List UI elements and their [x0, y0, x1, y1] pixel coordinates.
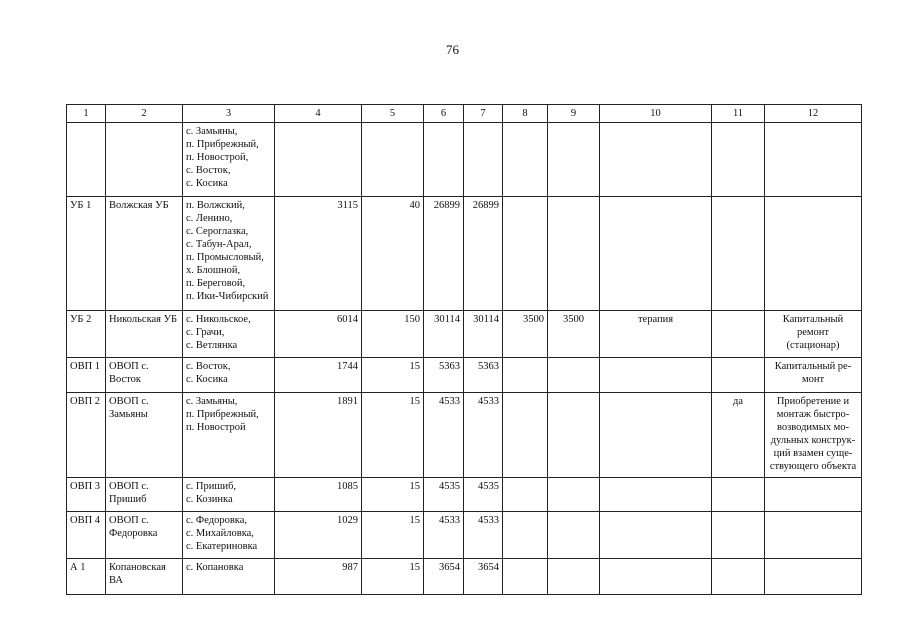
value-8: [503, 512, 548, 559]
population: 987: [275, 559, 362, 595]
population: 1891: [275, 393, 362, 478]
flag: [712, 197, 765, 311]
value-8: [503, 358, 548, 393]
note: [765, 559, 862, 595]
value-6: 4533: [424, 393, 464, 478]
value-5: 40: [362, 197, 424, 311]
column-header: 7: [464, 105, 503, 123]
settlements-line: п. Ики-Чибирский: [186, 291, 269, 302]
profile: [600, 358, 712, 393]
flag: [712, 123, 765, 197]
column-header: 3: [183, 105, 275, 123]
row-code: ОВП 1: [67, 358, 106, 393]
settlements-line: с. Федоровка,: [186, 515, 248, 526]
column-header: 4: [275, 105, 362, 123]
column-header: 5: [362, 105, 424, 123]
row-code: ОВП 2: [67, 393, 106, 478]
population: 3115: [275, 197, 362, 311]
note-line: возводимых мо-: [776, 422, 850, 433]
value-5: 15: [362, 559, 424, 595]
value-8: 3500: [503, 311, 548, 358]
settlements-line: п. Новострой,: [186, 152, 249, 163]
value-5: 15: [362, 393, 424, 478]
settlements-line: с. Ленино,: [186, 213, 233, 224]
value-7: 4535: [464, 478, 503, 512]
population: [275, 123, 362, 197]
settlements-line: с. Табун-Арал,: [186, 239, 252, 250]
settlements-line: с. Ветлянка: [186, 340, 238, 351]
facility-name: ОВОП с. Замьяны: [106, 393, 183, 478]
value-6: 26899: [424, 197, 464, 311]
value-9: [548, 559, 600, 595]
column-header: 2: [106, 105, 183, 123]
population: 1744: [275, 358, 362, 393]
value-7: 4533: [464, 512, 503, 559]
table-row: [67, 512, 862, 559]
value-6: 30114: [424, 311, 464, 358]
settlements-line: с. Косика: [186, 178, 228, 189]
settlements-line: с. Екатериновка: [186, 541, 258, 552]
facility-name: Копановская ВА: [106, 559, 183, 595]
flag: да: [712, 393, 765, 478]
value-8: [503, 123, 548, 197]
note-line: ствующего объекта: [769, 461, 857, 472]
column-header: 1: [67, 105, 106, 123]
table-row: [67, 559, 862, 595]
row-code: [67, 123, 106, 197]
column-header: 11: [712, 105, 765, 123]
value-7: 26899: [464, 197, 503, 311]
note: [765, 358, 862, 393]
settlements-line: с. Козинка: [186, 494, 233, 505]
note-line: Приобретение и: [776, 396, 850, 407]
note-line: Капитальный ре-: [774, 361, 852, 372]
value-5: 150: [362, 311, 424, 358]
settlements-line: с. Замьяны,: [186, 396, 238, 407]
note-line: ций взамен суще-: [773, 448, 853, 459]
column-header: 12: [765, 105, 862, 123]
facility-name: ОВОП с. Пришиб: [106, 478, 183, 512]
settlements: [183, 123, 275, 197]
value-8: [503, 393, 548, 478]
table-row: [67, 311, 862, 358]
value-6: [424, 123, 464, 197]
value-9: [548, 393, 600, 478]
header-row: [67, 105, 862, 123]
settlements-line: п. Промысловый,: [186, 252, 264, 263]
settlements-line: с. Восток,: [186, 361, 231, 372]
column-header: 10: [600, 105, 712, 123]
note-line: дульных конструк-: [770, 435, 856, 446]
column-header: 9: [548, 105, 600, 123]
value-6: 3654: [424, 559, 464, 595]
flag: [712, 559, 765, 595]
value-6: 4535: [424, 478, 464, 512]
settlements: [183, 393, 275, 478]
note: [765, 197, 862, 311]
facility-name: Никольская УБ: [106, 311, 183, 358]
value-9: [548, 478, 600, 512]
settlements-line: с. Замьяны,: [186, 126, 238, 137]
facilities-table: [66, 104, 862, 595]
population: 1029: [275, 512, 362, 559]
facility-name: ОВОП с. Федоровка: [106, 512, 183, 559]
facility-name: Волжская УБ: [106, 197, 183, 311]
settlements-line: с. Грачи,: [186, 327, 225, 338]
settlements-line: п. Волжский,: [186, 200, 245, 211]
row-code: А 1: [67, 559, 106, 595]
row-code: УБ 2: [67, 311, 106, 358]
table-row: [67, 123, 862, 197]
settlements-line: с. Никольское,: [186, 314, 251, 325]
settlements-line: с. Михайловка,: [186, 528, 254, 539]
value-9: [548, 512, 600, 559]
value-9: [548, 123, 600, 197]
note-line: монтаж быстро-: [776, 409, 850, 420]
value-5: [362, 123, 424, 197]
column-header: 6: [424, 105, 464, 123]
settlements-line: с. Восток,: [186, 165, 231, 176]
value-9: [548, 358, 600, 393]
table-row: [67, 478, 862, 512]
value-5: 15: [362, 478, 424, 512]
settlements-line: с. Косика: [186, 374, 228, 385]
value-6: 5363: [424, 358, 464, 393]
settlements-line: с. Копановка: [186, 562, 244, 573]
settlements: [183, 559, 275, 595]
settlements: [183, 512, 275, 559]
settlements-line: п. Новострой: [186, 422, 246, 433]
note: [765, 478, 862, 512]
profile: [600, 478, 712, 512]
profile: [600, 393, 712, 478]
column-header: 8: [503, 105, 548, 123]
settlements-line: с. Сероглазка,: [186, 226, 249, 237]
population: 1085: [275, 478, 362, 512]
value-5: 15: [362, 358, 424, 393]
note-line: ремонт: [796, 327, 829, 338]
row-code: ОВП 4: [67, 512, 106, 559]
value-7: 5363: [464, 358, 503, 393]
flag: [712, 311, 765, 358]
page-number: 76: [446, 42, 459, 57]
profile: [600, 123, 712, 197]
settlements: [183, 311, 275, 358]
note-line: монт: [801, 374, 825, 385]
note: [765, 123, 862, 197]
profile: [600, 197, 712, 311]
settlements: [183, 478, 275, 512]
value-9: 3500: [548, 311, 600, 358]
flag: [712, 512, 765, 559]
settlements-line: х. Блошной,: [186, 265, 241, 276]
value-8: [503, 478, 548, 512]
flag: [712, 358, 765, 393]
value-8: [503, 197, 548, 311]
value-7: 4533: [464, 393, 503, 478]
table-row: [67, 358, 862, 393]
row-code: ОВП 3: [67, 478, 106, 512]
note-line: Капитальный: [782, 314, 844, 325]
note: [765, 393, 862, 478]
value-6: 4533: [424, 512, 464, 559]
profile: [600, 559, 712, 595]
table-row: [67, 393, 862, 478]
value-7: [464, 123, 503, 197]
settlements-line: п. Прибрежный,: [186, 139, 259, 150]
note: [765, 512, 862, 559]
facility-name: ОВОП с. Восток: [106, 358, 183, 393]
value-8: [503, 559, 548, 595]
settlements-line: п. Береговой,: [186, 278, 246, 289]
settlements: [183, 197, 275, 311]
note-line: (стационар): [786, 340, 840, 351]
note: [765, 311, 862, 358]
profile: [600, 512, 712, 559]
settlements-line: п. Прибрежный,: [186, 409, 259, 420]
flag: [712, 478, 765, 512]
value-7: 3654: [464, 559, 503, 595]
facility-name: [106, 123, 183, 197]
table-row: [67, 197, 862, 311]
value-9: [548, 197, 600, 311]
value-7: 30114: [464, 311, 503, 358]
row-code: УБ 1: [67, 197, 106, 311]
profile: терапия: [600, 311, 712, 358]
settlements: [183, 358, 275, 393]
value-5: 15: [362, 512, 424, 559]
settlements-line: с. Пришиб,: [186, 481, 237, 492]
population: 6014: [275, 311, 362, 358]
